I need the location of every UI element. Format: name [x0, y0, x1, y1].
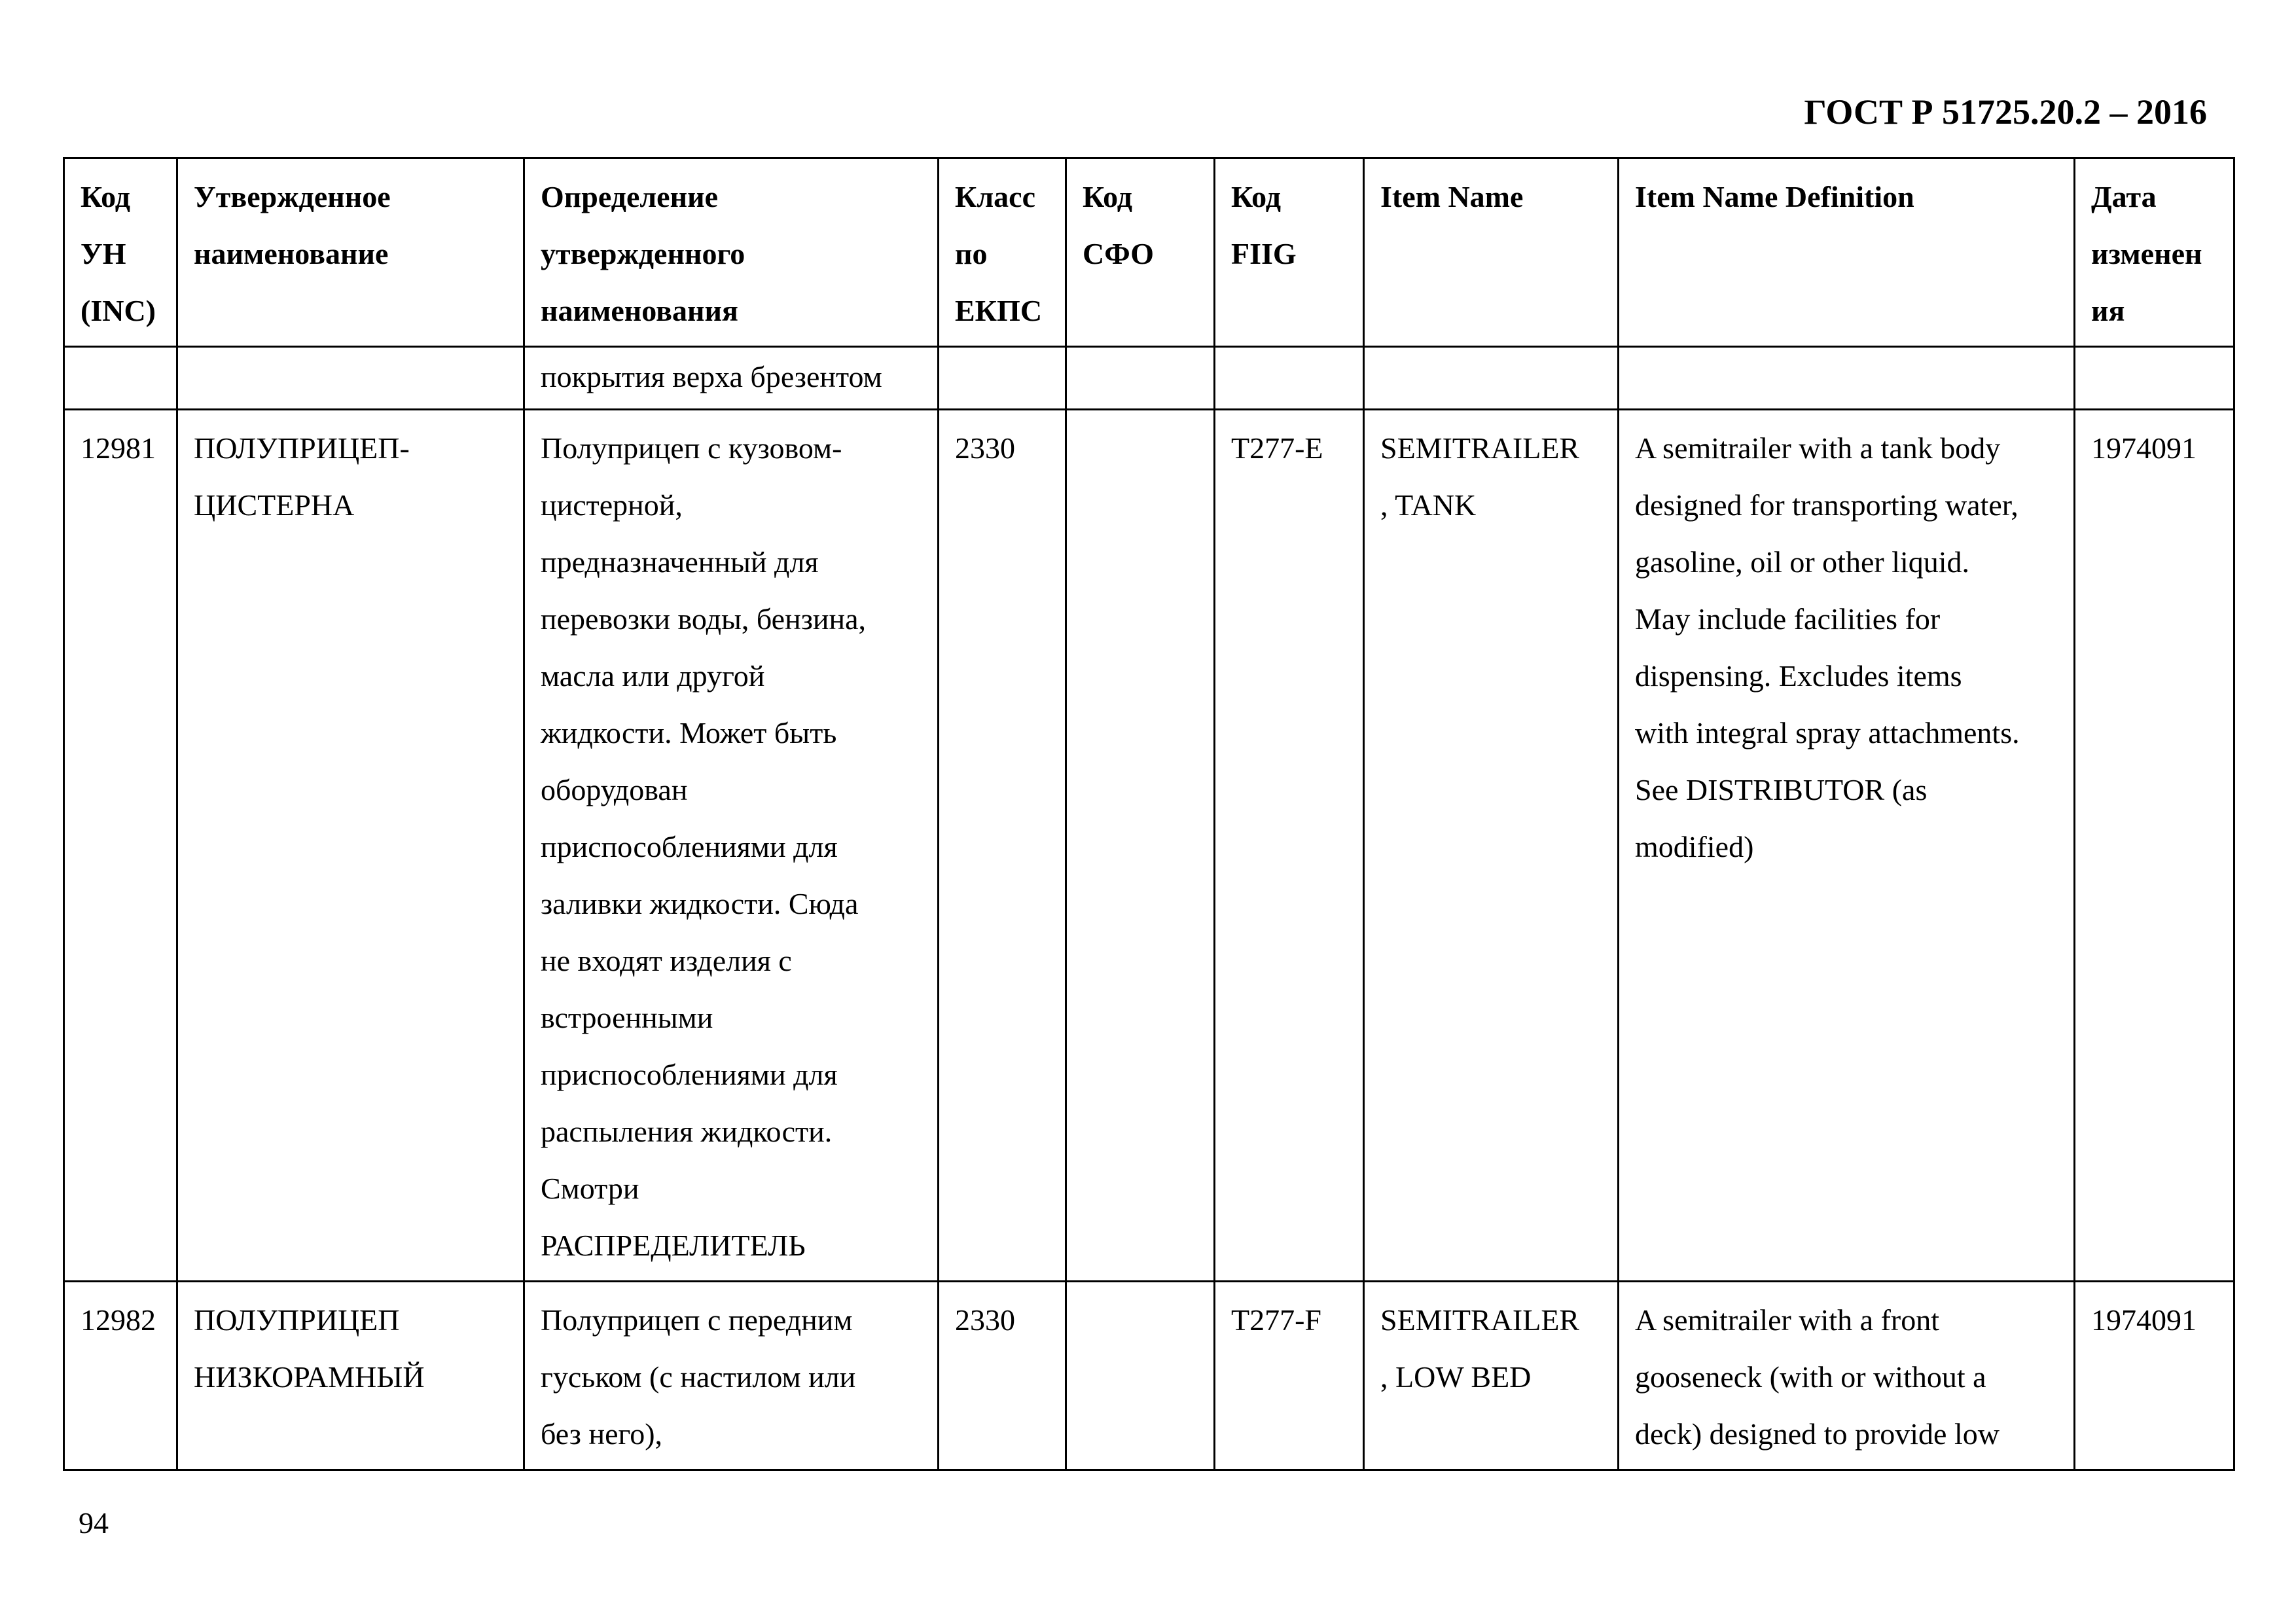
col-header-sfo: Код СФО [1066, 158, 1215, 347]
cell-class: 2330 [939, 410, 1066, 1282]
cell-definition: Полуприцеп с кузовом- цистерной, предназначенный для перевозки воды, бензина, масла или другой жидкости. Может быть оборудован приспособлениями для заливки жидкости. Сюда не входят изделия с встроенными приспособлениями для распыления жидкости. Смотри РАСПРЕДЕЛИТЕЛЬ [524, 410, 939, 1282]
cell-approved-name: ПОЛУПРИЦЕП- ЦИСТЕРНА [177, 410, 524, 1282]
cell-item-name [1364, 347, 1619, 410]
cell-fiig: T277-F [1215, 1282, 1364, 1470]
cell-class [939, 347, 1066, 410]
cell-item-definition: A semitrailer with a tank body designed for transporting water, gasoline, oil or other liquid. May include facilities for dispensing. Excludes items with integral spray attachments. See DISTRIBUTOR (as modified) [1619, 410, 2075, 1282]
cell-sfo [1066, 1282, 1215, 1470]
cell-inc: 12981 [64, 410, 177, 1282]
cell-inc: 12982 [64, 1282, 177, 1470]
cell-item-name: SEMITRAILER , TANK [1364, 410, 1619, 1282]
cell-date: 1974091 [2075, 1282, 2234, 1470]
col-header-class: Класс по ЕКПС [939, 158, 1066, 347]
cell-approved-name [177, 347, 524, 410]
cell-item-name: SEMITRAILER , LOW BED [1364, 1282, 1619, 1470]
cell-fiig [1215, 347, 1364, 410]
col-header-approved-name: Утвержденное наименование [177, 158, 524, 347]
table-row [64, 410, 2234, 1282]
cell-date: 1974091 [2075, 410, 2234, 1282]
col-header-inc: Код УН (INC) [64, 158, 177, 347]
cell-item-definition [1619, 347, 2075, 410]
cell-approved-name: ПОЛУПРИЦЕП НИЗКОРАМНЫЙ [177, 1282, 524, 1470]
table-row [64, 1282, 2234, 1470]
cell-definition: Полуприцеп с передним гуськом (с настилом или без него), [524, 1282, 939, 1470]
col-header-definition: Определение утвержденного наименования [524, 158, 939, 347]
cell-fiig: T277-E [1215, 410, 1364, 1282]
document-header-standard: ГОСТ Р 51725.20.2 – 2016 [1804, 92, 2207, 132]
cell-inc [64, 347, 177, 410]
cell-sfo [1066, 347, 1215, 410]
table-header-row [64, 158, 2234, 347]
cell-class: 2330 [939, 1282, 1066, 1470]
item-names-table [63, 157, 2235, 1471]
col-header-fiig: Код FIIG [1215, 158, 1364, 347]
cell-definition: покрытия верха брезентом [524, 347, 939, 410]
cell-sfo [1066, 410, 1215, 1282]
page-number: 94 [79, 1506, 109, 1540]
table-row [64, 347, 2234, 410]
col-header-item-definition: Item Name Definition [1619, 158, 2075, 347]
cell-item-definition: A semitrailer with a front gooseneck (with or without a deck) designed to provide low [1619, 1282, 2075, 1470]
cell-date [2075, 347, 2234, 410]
col-header-date: Дата изменен ия [2075, 158, 2234, 347]
col-header-item-name: Item Name [1364, 158, 1619, 347]
